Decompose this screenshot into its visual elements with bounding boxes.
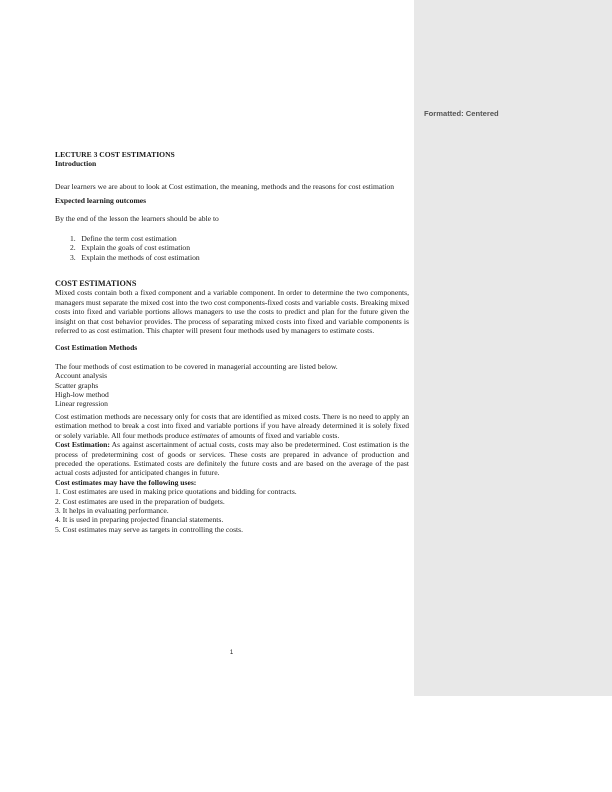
document-body	[55, 150, 409, 534]
uses-heading: Cost estimates may have the following uses:	[55, 477, 197, 487]
list-item	[70, 243, 409, 253]
list-item	[70, 253, 409, 263]
comment-pane	[414, 0, 612, 696]
list-number: 2.	[70, 243, 76, 253]
use-item: 5. Cost estimates may serve as targets in controlling the costs.	[55, 524, 243, 534]
use-item: 4. It is used in preparing projected financial statements.	[55, 515, 224, 525]
list-item	[70, 234, 409, 244]
estimates-emphasis: estimates	[191, 430, 220, 440]
list-number: 3.	[70, 253, 76, 263]
list-text: Explain the methods of cost estimation	[81, 253, 200, 263]
cost-estimation-label: Cost Estimation:	[55, 440, 110, 450]
necessary-paragraph	[55, 412, 409, 440]
method-item: Linear regression	[55, 399, 108, 409]
cost-estimation-paragraph	[55, 440, 409, 478]
methods-heading: Cost Estimation Methods	[55, 343, 138, 353]
outcomes-list	[55, 234, 409, 263]
use-item: 3. It helps in evaluating performance.	[55, 505, 169, 515]
necessary-text: Cost estimation methods are necessary only for costs that are identified as mixed costs. There is no need to apply an estimation method to break a cost into fixed and variable portions if you have already determined it is solely fixed or solely variable. All four methods produce	[55, 411, 409, 440]
cost-estimation-text: As against ascertainment of actual costs, costs may also be predetermined. Cost estimation is the process of predetermining cost of goods or services. These costs are prepared in advance of production and preceded the operations. Estimated costs are definitely the future costs and are based on the average of the past actual costs adjusted for anticipated changes in future.	[55, 440, 409, 478]
list-text: Explain the goals of cost estimation	[81, 243, 191, 253]
method-item: High-low method	[55, 390, 109, 400]
lecture-title: LECTURE 3 COST ESTIMATIONS	[55, 150, 175, 159]
use-item: 1. Cost estimates are used in making price quotations and bidding for contracts.	[55, 487, 297, 497]
intro-text: Dear learners we are about to look at Cost estimation, the meaning, methods and the reasons for cost estimation	[55, 181, 395, 191]
four-methods-text: The four methods of cost estimation to be covered in managerial accounting are listed below.	[55, 361, 338, 371]
method-item: Scatter graphs	[55, 380, 99, 390]
intro-heading: Introduction	[55, 159, 97, 169]
use-item: 2. Cost estimates are used in the preparation of budgets.	[55, 496, 225, 506]
list-number: 1.	[70, 233, 76, 243]
mixed-costs-paragraph: Mixed costs contain both a fixed component and a variable component. In order to determine the two components, managers must separate the mixed cost into the two cost components-fixed costs and variable costs. Breaking mixed costs into fixed and variable portions allows managers to use the costs to predict and plan for the future given the insight on that cost behavior provides. The process of separating mixed costs into fixed and variable components is referred to as cost estimation. This chapter will present four methods used by managers to estimate costs.	[55, 288, 409, 336]
method-item: Account analysis	[55, 371, 108, 381]
necessary-text-end: of amounts of fixed and variable costs.	[219, 430, 340, 440]
formatting-comment[interactable]: Formatted: Centered	[424, 109, 499, 118]
cost-estimations-heading: COST ESTIMATIONS	[55, 279, 137, 289]
outcomes-heading: Expected learning outcomes	[55, 195, 147, 205]
page-number: 1	[229, 650, 234, 656]
by-end-text: By the end of the lesson the learners should be able to	[55, 214, 219, 224]
list-text: Define the term cost estimation	[81, 233, 177, 243]
